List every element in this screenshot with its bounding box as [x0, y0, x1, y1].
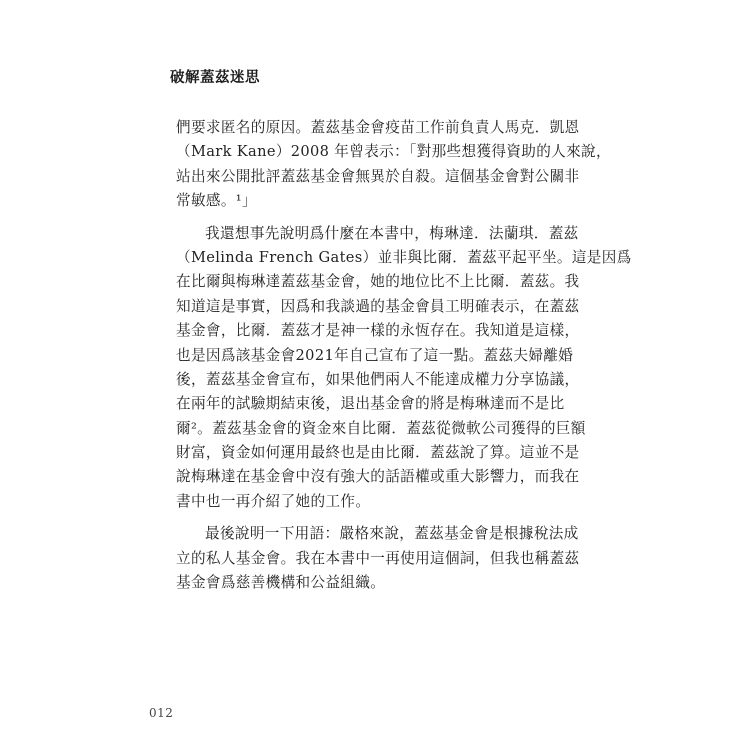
text-line: 財富，資金如何運用最終也是由比爾．蓋茲說了算。這並不是	[176, 444, 580, 462]
text-line: （Melinda French Gates）並非與比爾．蓋茲平起平坐。這是因爲	[176, 248, 632, 266]
text-line: 我還想事先說明爲什麼在本書中，梅琳達．法蘭琪．蓋茲	[205, 224, 579, 242]
text-line: 也是因爲該基金會2021年自己宣布了這一點。蓋茲夫婦離婚	[176, 346, 574, 364]
text-line: 基金會爲慈善機構和公益組織。	[176, 574, 386, 592]
text-line: 站出來公開批評蓋茲基金會無異於自殺。這個基金會對公關非	[176, 167, 580, 185]
text-line: 基金會，比爾．蓋茲才是神一樣的永恆存在。我知道是這樣，	[176, 322, 580, 340]
text-line: 常敏感。¹」	[176, 192, 257, 210]
text-line: 書中也一再介紹了她的工作。	[176, 492, 371, 510]
text-line: 說梅琳達在基金會中沒有強大的話語權或重大影響力，而我在	[176, 468, 580, 486]
text-line: （Mark Kane）2008 年曾表示：「對那些想獲得資助的人來說，	[176, 143, 611, 161]
text-line: 立的私人基金會。我在本書中一再使用這個詞，但我也稱蓋茲	[176, 549, 580, 567]
text-line: 們要求匿名的原因。蓋茲基金會疫苗工作前負責人馬克．凱恩	[176, 119, 580, 136]
text-line: 最後說明一下用語：嚴格來說，蓋茲基金會是根據稅法成	[205, 525, 579, 543]
running-header: 破解蓋茲迷思	[170, 70, 260, 86]
text-line: 在比爾與梅琳達蓋茲基金會，她的地位比不上比爾．蓋茲。我	[176, 273, 580, 291]
text-line: 後，蓋茲基金會宣布，如果他們兩人不能達成權力分享協議，	[176, 370, 580, 388]
text-line: 爾²。蓋茲基金會的資金來自比爾．蓋茲從微軟公司獲得的巨額	[176, 419, 586, 437]
page-number: 012	[149, 706, 174, 720]
text-line: 在兩年的試驗期結束後，退出基金會的將是梅琳達而不是比	[176, 395, 565, 413]
body-text	[176, 116, 632, 595]
text-line: 知道這是事實，因爲和我談過的基金會員工明確表示，在蓋茲	[176, 297, 580, 315]
